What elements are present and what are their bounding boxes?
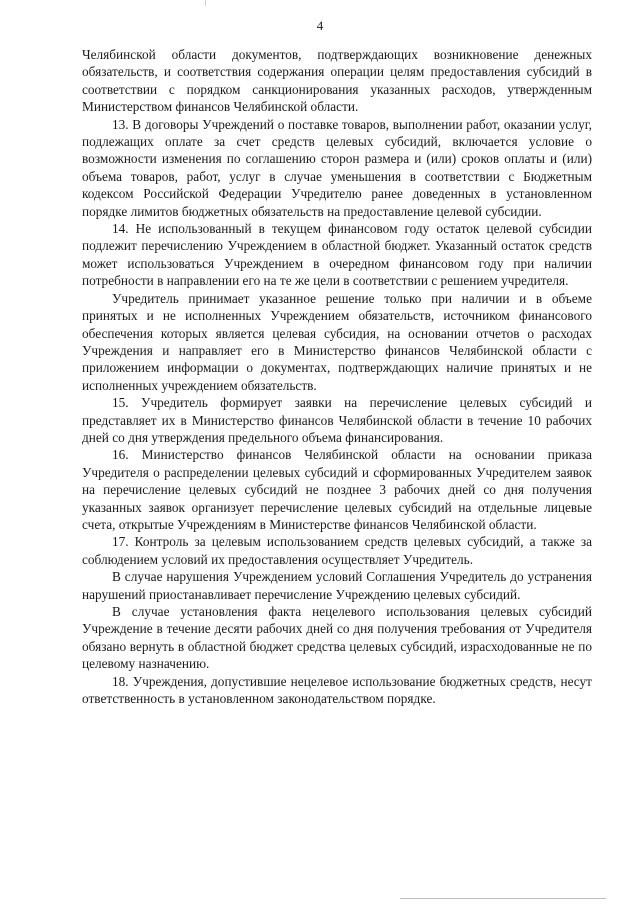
page-number: 4	[316, 18, 324, 33]
paragraph-13: 13. В договоры Учреждений о поставке товаров, выполнении работ, оказании услуг, подлежащих оплате за счет средств целевых субсидий, включается условие о возможности изменения по соглашению сторон размера и (или) сроков оплаты и (или) объема товаров, работ, услуг в случае уменьшения в соответствии с Бюджетным кодексом Российской Федерации Учредителю ранее доведенных в установленном порядке лимитов бюджетных обязательств на предоставление целевой субсидии.	[82, 116, 592, 219]
scan-mark-bottom	[400, 898, 606, 899]
paragraph-16: 16. Министерство финансов Челябинской области на основании приказа Учредителя о распределении целевых субсидий и сформированных Учредителем заявок на перечисление целевых субсидий не позднее 3 рабочих дней со дня получения указанных заявок организует перечисление целевых субсидий на отдельные лицевые счета, открытые Учреждениям в Министерстве финансов Челябинской области.	[82, 447, 592, 532]
paragraph-14-decision: Учредитель принимает указанное решение только при наличии и в объеме принятых и не исполненных Учреждением обязательств, источником финансового обеспечения которых является целевая субсидия, на основании отчетов о расходах Учреждения и направляет его в Министерство финансов Челябинской области с приложением информации о документах, подтверждающих наличие принятых и не исполненных учреждением обязательств.	[82, 290, 592, 393]
paragraph-continued: Челябинской области документов, подтверждающих возникновение денежных обязательств, и соответствия содержания операции целям предоставления субсидий в соответствии с порядком санкционирования указанных расходов, утвержденным Министерством финансов Челябинской области.	[82, 47, 592, 115]
paragraph-17-misuse: В случае установления факта нецелевого использования целевых субсидий Учреждение в течение десяти рабочих дней со дня получения требования от Учредителя обязано вернуть в областной бюджет средства целевых субсидий, израсходованные не по целевому назначению.	[82, 604, 592, 672]
paragraph-14: 14. Не использованный в текущем финансовом году остаток целевой субсидии подлежит перечислению Учреждением в областной бюджет. Указанный остаток средств может использоваться Учреждением в очередном финансовом году при наличии потребности в направлении его на те же цели в соответствии с решением учредителя.	[82, 221, 592, 289]
paragraph-17: 17. Контроль за целевым использованием средств целевых субсидий, а также за соблюдением условий их предоставления осуществляет Учредитель.	[82, 534, 592, 567]
document-body	[82, 46, 592, 707]
paragraph-18: 18. Учреждения, допустившие нецелевое использование бюджетных средств, несут ответственность в установленном законодательством порядке.	[82, 673, 592, 707]
paragraph-17-violation: В случае нарушения Учреждением условий Соглашения Учредитель до устранения нарушений приостанавливает перечисление Учреждению целевых субсидий.	[82, 569, 592, 602]
paragraph-15: 15. Учредитель формирует заявки на перечисление целевых субсидий и представляет их в Министерство финансов Челябинской области в течение 10 рабочих дней со дня утверждения предельного объема финансирования.	[82, 395, 592, 445]
scan-mark-top	[205, 0, 206, 6]
